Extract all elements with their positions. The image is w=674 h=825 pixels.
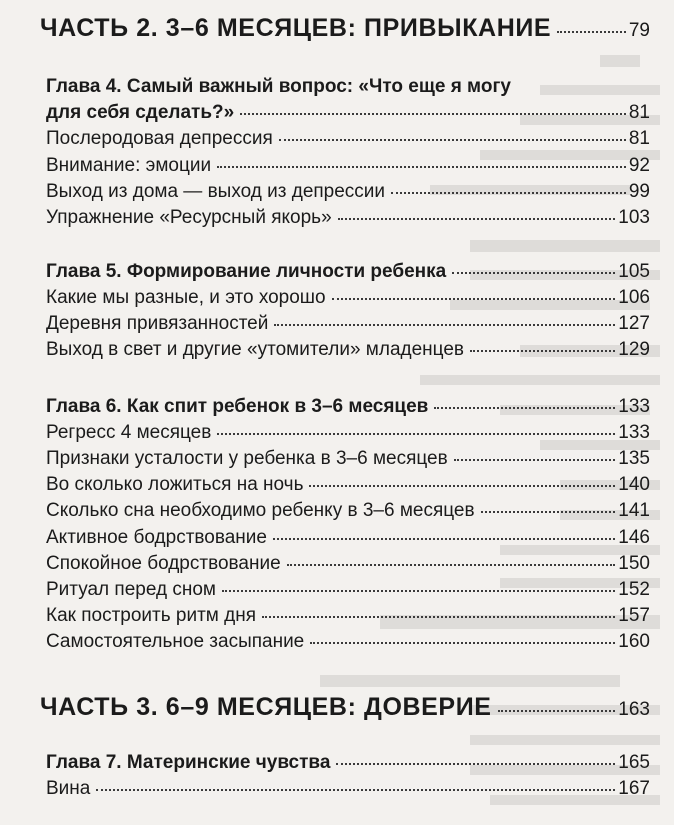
toc-chapter-6[interactable] [46,396,650,418]
toc-part-2-page: 79 [628,20,650,41]
toc-entry-title: Упражнение «Ресурсный якорь» [46,207,332,228]
toc-entry-title: Как построить ритм дня [46,605,257,626]
toc-entry-title: Деревня привязанностей [46,313,269,334]
toc-entry-title: Какие мы разные, и это хорошо [46,287,326,308]
dot-leader [454,459,616,461]
toc-entry[interactable] [46,474,650,496]
toc-entry-page: 129 [618,339,650,360]
toc-entry-title: Выход в свет и другие «утомители» младенцев [46,339,464,360]
dot-leader [217,433,615,435]
toc-chapter-4-page: 81 [628,102,650,123]
toc-entry-title: Самостоятельное засыпание [46,631,305,652]
toc-entry-page: 146 [618,527,650,548]
toc-chapter-5[interactable] [46,261,650,283]
dot-leader [338,218,616,220]
toc-entry-title: Выход из дома — выход из депрессии [46,181,386,202]
toc-entry-page: 157 [618,605,650,626]
toc-part-2-title: ЧАСТЬ 2. 3–6 МЕСЯЦЕВ: ПРИВЫКАНИЕ [40,14,552,42]
toc-chapter-7-title: Глава 7. Материнские чувства [46,752,331,773]
dot-leader [434,407,615,409]
toc-entry[interactable] [46,631,650,653]
toc-entry[interactable] [46,422,650,444]
dot-leader [498,710,616,712]
toc-entry[interactable] [46,448,650,470]
toc-chapter-6-page: 133 [618,396,650,417]
dot-leader [222,590,615,592]
toc-entry[interactable] [46,207,650,229]
toc-entry-page: 150 [618,553,650,574]
dot-leader [287,564,616,566]
toc-part-2[interactable] [40,14,650,43]
dot-leader [309,485,615,487]
toc-entry-page: 133 [618,422,650,443]
toc-entry[interactable] [46,155,650,177]
toc-entry-page: 140 [618,474,650,495]
dot-leader [557,31,626,33]
dot-leader [279,139,626,141]
dot-leader [336,763,615,765]
toc-entry[interactable] [46,313,650,335]
dot-leader [470,350,615,352]
dot-leader [391,192,626,194]
toc-entry-page: 106 [618,287,650,308]
toc-part-3[interactable] [40,693,650,722]
toc-entry-title: Спокойное бодрствование [46,553,281,574]
toc-entry-page: 141 [618,500,650,521]
toc-entry-page: 160 [618,631,650,652]
toc-entry-title: Ритуал перед сном [46,579,216,600]
toc-entry-title: Внимание: эмоции [46,155,212,176]
toc-entry-page: 99 [628,181,650,202]
toc-chapter-5-page: 105 [618,261,650,282]
toc-chapter-7[interactable] [46,752,650,774]
toc-entry[interactable] [46,605,650,627]
toc-entry-page: 135 [618,448,650,469]
toc-chapter-6-title: Глава 6. Как спит ребенок в 3–6 месяцев [46,396,429,417]
toc-entry-title: Вина [46,778,91,799]
toc-entry[interactable] [46,579,650,601]
toc-chapter-4[interactable] [46,102,650,124]
dot-leader [273,538,615,540]
toc-entry-page: 152 [618,579,650,600]
dot-leader [240,113,626,115]
toc-chapter-5-title: Глава 5. Формирование личности ребенка [46,261,447,282]
dot-leader [481,511,616,513]
toc-entry[interactable] [46,553,650,575]
toc-entry-page: 81 [628,128,650,149]
toc-entry[interactable] [46,778,650,800]
toc-entry-title: Признаки усталости у ребенка в 3–6 месяцев [46,448,448,469]
dot-leader [217,166,626,168]
toc-part-3-page: 163 [618,699,650,720]
toc-entry[interactable] [46,527,650,549]
toc-entry-page: 167 [618,778,650,799]
toc-entry[interactable] [46,181,650,203]
dot-leader [332,298,616,300]
dot-leader [452,272,615,274]
toc-entry[interactable] [46,500,650,522]
toc-entry-title: Сколько сна необходимо ребенку в 3–6 месяцев [46,500,475,521]
toc-entry-title: Послеродовая депрессия [46,128,273,149]
toc-chapter-7-page: 165 [618,752,650,773]
dot-leader [274,324,615,326]
toc-entry-title: Активное бодрствование [46,527,267,548]
toc-entry-title: Во сколько ложиться на ночь [46,474,304,495]
toc-entry-title: Регресс 4 месяцев [46,422,212,443]
toc-chapter-4-title-line2: для себя сделать?» [46,102,235,123]
toc-chapter-4-title-line1[interactable]: Глава 4. Самый важный вопрос: «Что еще я могу [46,76,511,97]
toc-entry-page: 127 [618,313,650,334]
toc-part-3-title: ЧАСТЬ 3. 6–9 МЕСЯЦЕВ: ДОВЕРИЕ [40,693,492,721]
dot-leader [96,789,615,791]
dot-leader [262,616,615,618]
toc-entry[interactable] [46,128,650,150]
dot-leader [310,642,615,644]
toc-entry-page: 103 [618,207,650,228]
toc-entry[interactable] [46,339,650,361]
toc-entry-page: 92 [628,155,650,176]
toc-entry[interactable] [46,287,650,309]
